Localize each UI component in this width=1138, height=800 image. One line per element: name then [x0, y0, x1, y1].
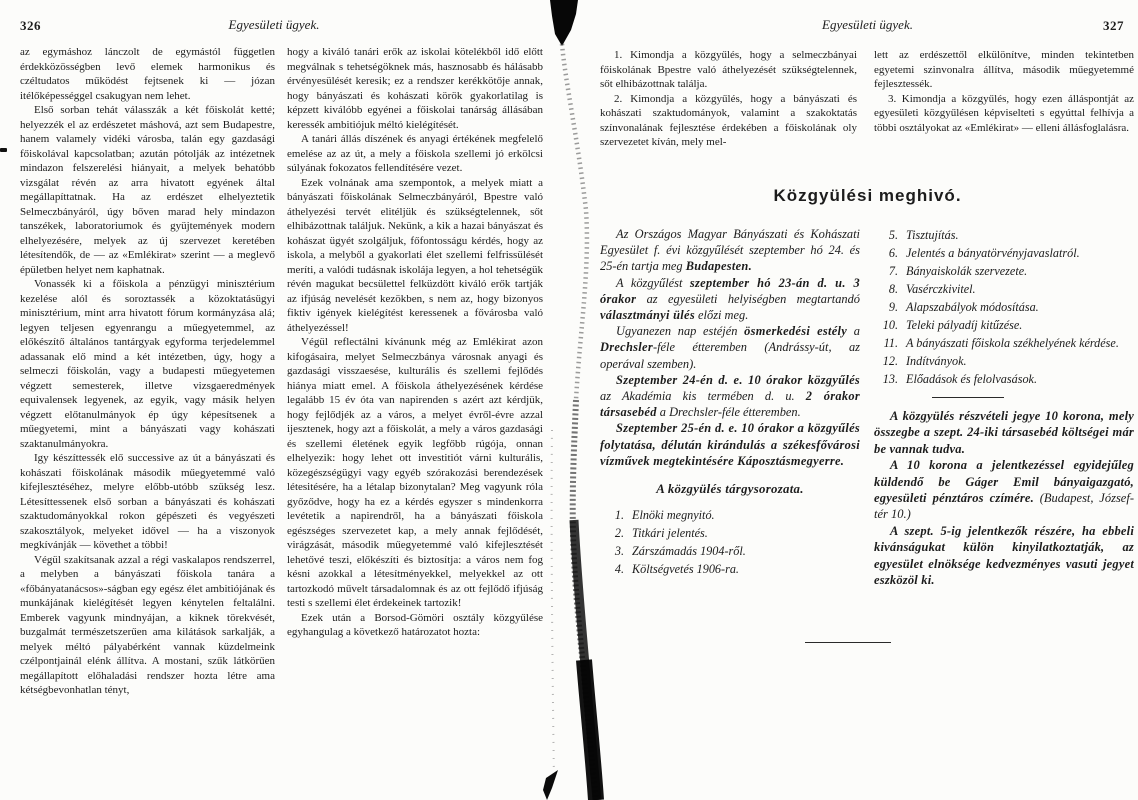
- text-segment: A szept. 5-ig jelentkezők részére, ha ebbeli kivánságukat külön kinyilatkoztatják, az egyesület elnöksége kedvezményes vasuti jegyet eszközöl ki.: [874, 523, 1134, 588]
- agenda-list-right: [874, 226, 1134, 388]
- paragraph: [20, 553, 275, 698]
- invitation-notes: [874, 408, 1134, 588]
- text-segment: Első sorban tehát válasszák a két főiskolát ketté; helyezzék el az erdészetet máshová, azt sem Budapestre, hanem valamely vidéki városba, talán egy gazdasági főiskolával kapcsolatban; azután pótolják az intézetnek mindazon felszerelési hiányait, a melyek behatóbb vizsgálat révén az arra hivatott egyének által megállapíttatnak. Ha az erdészet elhelyeztetik Selmeczbányáról, úgy bőven marad hely mindazon tanszékek, laboratoriumok és gyüjtemények modern elhelyezésére, melyek az új szervezet keretében létesítendők, de — az «Emlékirat» szerint — a meglevő épületben helyet nem kaphatnak.: [20, 104, 275, 276]
- text-segment: A bányászati főiskola székhelyének kérdése.: [906, 336, 1119, 350]
- text-segment: (Budapest, József-tér 10.): [874, 491, 1134, 522]
- text-segment: a: [847, 324, 860, 339]
- section-divider: [932, 397, 1004, 398]
- paragraph: [20, 451, 275, 553]
- agenda-item: [874, 316, 1134, 334]
- agenda-number: 5.: [888, 228, 898, 242]
- paragraph: [287, 132, 543, 176]
- agenda-item: [600, 506, 860, 524]
- invitation-paragraph: [600, 275, 860, 324]
- paragraph: [287, 611, 543, 640]
- text-segment: Alapszabályok módosítása.: [906, 300, 1039, 314]
- text-segment: Teleki pályadíj kitűzése.: [906, 318, 1023, 332]
- text-segment: A közgyülés részvételi jegye 10 korona, mely összegbe a szept. 24-iki társasebéd költségei már be vannak tudva.: [874, 409, 1134, 456]
- paragraph: [287, 45, 543, 132]
- text-segment: hogy a kiváló tanári erők az iskolai kötelékből idő előtt megválnak s tehetségöknek más, hasznosabb és hálásabb érvényesülését keresik; ez a rendszer kerékkötője annak, hogy bányászati és kohászati körök gyakorlatilag is képzett kiválóbb egyénei a főiskolai tanárság állásában keressék ambitiójuk méltó kielégítését.: [287, 46, 543, 131]
- column-327-1: [600, 48, 857, 160]
- text-segment: Vasérczkivitel.: [906, 282, 976, 296]
- agenda-item: [600, 524, 860, 542]
- text-segment: -féle étteremben (Andrássy-út, az operával szemben).: [600, 340, 860, 371]
- page-number-left: 326: [20, 18, 41, 33]
- column-326-1: [20, 45, 275, 757]
- agenda-number: 8.: [888, 282, 898, 296]
- invitation-column-right: [874, 226, 1134, 800]
- agenda-text: [632, 544, 746, 558]
- resolution-paragraph: [874, 48, 1134, 92]
- running-title-left: Egyesületi ügyek.: [228, 17, 320, 32]
- column-327-2: [874, 48, 1134, 160]
- agenda-item: [874, 370, 1134, 388]
- agenda-text: [906, 228, 959, 242]
- text-segment: ösmerkedési estély: [744, 324, 848, 339]
- text-segment: Indítványok.: [906, 354, 967, 368]
- agenda-number: 13.: [882, 372, 898, 386]
- text-segment: Ezek volnának ama szempontok, a melyek miatt a bányászati főiskolának Selmeczbányáról, Bpestre való áthelyezési tervét elitéljük és szükségtelennek, sőt elhibázottnak találjuk. Nekünk, a kik a hazai bányászat és kohászat ügyét szolgáljuk, főfontosságu kérdés, hogy az iskola, a melyből a gyakorlati élet szellemi felfrissülését meríti, a valódi tudásnak iskolája legyen, a hol tehetségük révén magukat becsülettel felküzdött kiváló erők tartják az ifjúság nevelését kezökben, s nem az, hogy bizonyos fiktiv igények kielégítést keressenek a fővárosba való áthelyezéssel!: [287, 176, 543, 334]
- agenda-text: [906, 318, 1022, 332]
- text-segment: a Drechsler-féle étteremben.: [656, 405, 801, 420]
- text-segment: 3. Kimondja a közgyűlés, hogy ezen álláspontját az egyesületi közgyűlésen képviselteti s egyúttal felhívja a többi osztályokat az «Emlékirat» — elleni állásfoglalásra.: [874, 92, 1134, 134]
- text-segment: Szeptember 24-én d. e. 10 órakor közgyűlés: [616, 372, 860, 387]
- text-segment: A tanári állás díszének és anyagi értékének megfelelő emelése az az út, a mely a főiskola szellemi jó erkölcsi súlyának fokozatos fellendítésére vezet.: [287, 133, 543, 174]
- running-title-right: Egyesületi ügyek.: [822, 17, 913, 32]
- agenda-number: 3.: [614, 544, 624, 559]
- paragraph: [20, 277, 275, 451]
- resolution-paragraph: [600, 48, 857, 92]
- paragraph: [20, 45, 275, 103]
- text-segment: Zárszámadás 1904-ről.: [632, 544, 746, 559]
- invitation-paragraph: [600, 372, 860, 421]
- resolution-paragraph: [600, 92, 857, 150]
- text-segment: Vonassék ki a főiskola a pénzügyi minisztérium kezelése alól és soroztassék a közoktatásügyi minisztérium, mint arra hivatott fórum kormányzása alá; legyen teljesen egyenrangu a műegyetemmel, az előkészítő általános tantárgyak egyforma terjedelemmel adassanak elő mind a két intézetben, úgy, hogy a selmeczi főiskolán, vagy a budapesti műegyetemen végzett semesterek, illetve vizsgaeredmények equivalensek legyenek, az egyik, vagy másik helyen végzett előtanulmányok ép úgy képesítsenek a műegyetemi, mint a bányászati vagy kohászati szaktanulmányokra.: [20, 278, 275, 450]
- text-segment: Ugyanezen nap estéjén: [616, 324, 745, 339]
- agenda-item: [874, 298, 1134, 316]
- agenda-item: [874, 226, 1134, 244]
- agenda-list-left: [600, 506, 860, 578]
- text-segment: szeptember hó 23-án d. u. 3 órakor: [600, 275, 860, 306]
- agenda-text: [632, 526, 708, 540]
- agenda-text: [632, 562, 739, 576]
- column-326-2: [287, 45, 543, 757]
- text-segment: 2. Kimondja a közgyűlés, hogy a bányászati és kohászati szaktudományok, valamint a szakoktatás színvonalának fejlesztése érdekében a főiskolának oly szervezetet kíván, mely mel-: [600, 92, 857, 148]
- text-segment: Az Országos Magyar Bányászati és Kohászati Egyesület f. évi közgyűlését szeptember hó 24. és 25-én tartja meg: [600, 227, 860, 274]
- text-segment: választmányi ülés: [600, 308, 695, 323]
- text-segment: Ezek után a Borsod-Gömöri osztály közgyűlése egyhangulag a következő határozatot hozta:: [287, 611, 543, 638]
- agenda-number: 2.: [614, 526, 624, 541]
- text-segment: Titkári jelentés.: [632, 526, 708, 541]
- agenda-number: 6.: [888, 246, 898, 260]
- agenda-item: [874, 352, 1134, 370]
- text-segment: Tisztujítás.: [906, 228, 959, 242]
- agenda-number: 10.: [882, 318, 898, 332]
- agenda-text: [906, 372, 1037, 386]
- text-segment: Végül szakítsanak azzal a régi vaskalapos rendszerrel, a melyben a bányászati főiskola tanára a «főbányatanácsos»-ságban egy egész élet ambitiójának és munkájának kielégítését legyen kénytelen feltalálni. Emberek vagyunk mindnyájan, a kiknek törekvését, buzgalmát természetszerűen ama kilátások sarkalják, a melyek méltó pályabérként vannak küzdelmeink czélpontjainál elénk állítva. A mostani, szűk látkörűen megállapított előhaladási rendszer hozta létre ama kétségbevonhatlan tényt,: [20, 553, 275, 696]
- agenda-item: [600, 560, 860, 578]
- agenda-item: [600, 542, 860, 560]
- agenda-number: 1.: [614, 508, 624, 523]
- text-segment: Előadások és felolvasások.: [906, 372, 1037, 386]
- agenda-item: [874, 262, 1134, 280]
- resolution-paragraph: [874, 92, 1134, 136]
- invitation-paragraph: [600, 323, 860, 372]
- text-segment: lett az erdészettől elkülönítve, minden tekintetben egyetemi szinvonalra állítva, második műegyetemmé fejlesztessék.: [874, 49, 1134, 90]
- text-segment: Szeptember 25-én d. e. 10 órakor a közgyűlés folytatása, délután kirándulás a székesfővárosi vízművek megtekintésére Káposztásmegyerre.: [600, 421, 860, 468]
- page-number-right: 327: [1103, 18, 1124, 33]
- text-segment: 1. Kimondja a közgyűlés, hogy a selmeczbányai főiskolának Bpestre való áthelyezését szükségtelennek, sőt elhibázottnak találja.: [600, 49, 857, 90]
- paragraph: [287, 335, 543, 611]
- invitation-intro: [600, 226, 860, 469]
- paragraph: [287, 176, 543, 336]
- note-paragraph: [874, 408, 1134, 457]
- invitation-heading: Közgyülési meghivó.: [773, 186, 962, 205]
- agenda-number: 7.: [888, 264, 898, 278]
- page-right: [597, 0, 1138, 800]
- note-paragraph: [874, 457, 1134, 523]
- binding-gutter-artifact: [538, 0, 604, 800]
- agenda-text: [632, 508, 715, 522]
- text-segment: A közgyűlést: [616, 275, 690, 290]
- text-segment: 2 órakor társasebéd: [600, 389, 860, 420]
- text-segment: az Akadémia kis termében d. u.: [600, 389, 806, 404]
- agenda-number: 4.: [614, 562, 624, 577]
- text-segment: Költségvetés 1906-ra.: [632, 562, 739, 577]
- text-segment: Végül reflectálni kívánunk még az Emlékirat azon kifogásaira, melyet Selmeczbánya városnak anyagi és gazdasági visszaesése, kulturális és szellemi fejlődés hiánya miatt emel. A főiskola áthelyezésének kérdése legalább 15 év óta van napirenden s azért azt kérdjük, hogy fejlődjék az a város, a melyet évről-évre azzal ijesztenek, hogy azt a főiskolát, a mely a város gazdasági és szellemi életének egyik legfőbb rúgója, onnan elhelyezik: hogy lehet ott investitiót várni kulturális, közegészségügyi vagy egyéb szórakozási berendezések létesitésére, ha a létalap bizonytalan? Meg vagyunk róla győződve, hogy ha ez a kérdés egyszer s mindenkorra levétetik a napirendről, ha a bányászati főiskola egészséges szervezetet kap, a mely annak fejlődését, virágzását, második műegyetemmé való kifejlesztését lehetővé teszi, előkészíti és biztosítja: a város nem fog késni azokkal a létesítményekkel, melyekkel az ott tartozkodó művelt társadalomnak és az ott fejlődő ifjúság testi s szellemi élet érdekeinek tartozik!: [287, 336, 543, 609]
- agenda-text: [906, 246, 1080, 260]
- agenda-text: [906, 336, 1119, 350]
- agenda-text: [906, 264, 1027, 278]
- text-segment: Bányaiskolák szervezete.: [906, 264, 1028, 278]
- agenda-text: [906, 354, 967, 368]
- text-segment: Budapesten.: [685, 259, 752, 274]
- invitation-paragraph: [600, 226, 860, 275]
- paragraph: [20, 103, 275, 277]
- text-segment: Elnöki megnyitó.: [632, 508, 715, 523]
- agenda-item: [874, 280, 1134, 298]
- invitation-column-left: [600, 226, 860, 800]
- text-segment: Igy készíttessék elő successive az út a bányászati és kohászati főiskolának második műegyetemmé való kifejlesztéséhez, melyre előbb-utóbb szükség lesz. Létesíttessenek első sorban a bányászati és kohászati szaktudományokkal rokon gépészeti és vegyészeti szakosztályok, melyeket idővel — ha a viszonyok megkívánják — követhet a többi!: [20, 452, 275, 551]
- text-segment: Drechsler: [600, 340, 653, 355]
- text-segment: előzi meg.: [694, 308, 749, 323]
- invitation-paragraph: [600, 420, 860, 469]
- text-segment: az egymáshoz lánczolt de egymástól független érdekközösségben levő elemek harmonikus és czéltudatos működést fejtsenek ki — józan itélőképességgel csakugyan nem lehet.: [20, 46, 275, 102]
- agenda-item: [874, 334, 1134, 352]
- agenda-item: [874, 244, 1134, 262]
- agenda-number: 11.: [883, 336, 898, 350]
- agenda-heading: A közgyülés tárgysorozata.: [656, 482, 804, 497]
- page-left: [0, 0, 548, 800]
- agenda-text: [906, 300, 1039, 314]
- agenda-number: 12.: [882, 354, 898, 368]
- text-segment: az egyesületi helyiségben megtartandó: [636, 291, 860, 306]
- end-divider: [805, 642, 891, 643]
- text-segment: Jelentés a bányatörvényjavaslatról.: [906, 246, 1080, 260]
- agenda-number: 9.: [888, 300, 898, 314]
- note-paragraph: [874, 523, 1134, 589]
- scan-edge-mark: [0, 148, 7, 152]
- text-segment: A 10 korona a jelentkezéssel egyidejűleg küldendő be Gáger Emil bányaigazgató, egyesületi pénztáros czímére.: [874, 458, 1134, 506]
- agenda-text: [906, 282, 976, 296]
